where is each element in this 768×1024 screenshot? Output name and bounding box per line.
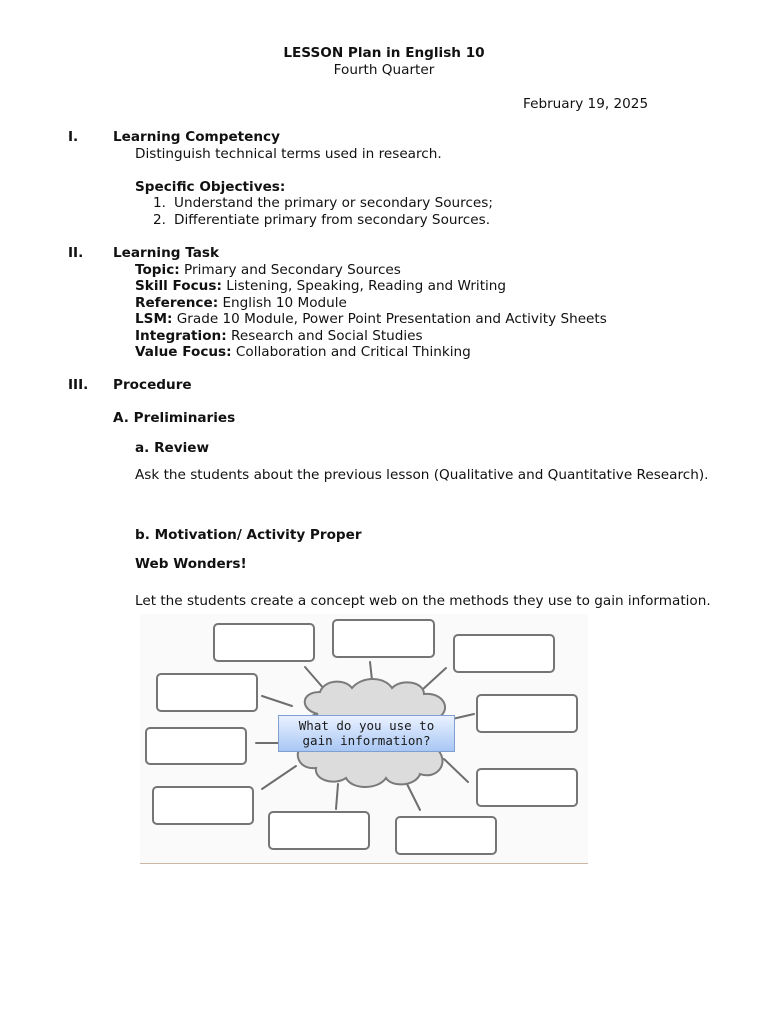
document-title: LESSON Plan in English 10: [283, 45, 485, 61]
objective-number: 2.: [153, 212, 166, 228]
concept-web-center-label: [278, 715, 455, 752]
learning-task-value: Grade 10 Module, Power Point Presentation and Activity Sheets: [176, 311, 607, 327]
empty-answer-box: [477, 695, 577, 732]
learning-task-row: [135, 330, 423, 344]
learning-task-label: Skill Focus:: [135, 278, 222, 294]
empty-answer-box: [157, 674, 257, 711]
connector-line: [262, 696, 292, 706]
empty-answer-box: [153, 787, 253, 824]
learning-task-row: [135, 297, 347, 311]
activity-text: Let the students create a concept web on the methods they use to gain information.: [135, 593, 711, 609]
center-label-line: What do you use to: [298, 718, 435, 733]
connector-line: [262, 766, 296, 789]
section-1-numeral: I.: [68, 129, 79, 145]
empty-answer-box: [146, 728, 246, 764]
learning-task-value: Listening, Speaking, Reading and Writing: [226, 278, 507, 294]
learning-task-label: Topic:: [135, 262, 180, 278]
motivation-heading: b. Motivation/ Activity Proper: [135, 527, 362, 543]
learning-task-label: Integration:: [135, 328, 227, 344]
learning-task-label: Reference:: [135, 295, 219, 311]
empty-answer-box: [269, 812, 369, 849]
connector-line: [336, 784, 338, 809]
empty-answer-box: [454, 635, 554, 672]
review-text: Ask the students about the previous lesson (Qualitative and Quantitative Research).: [135, 467, 709, 483]
document-subtitle: Fourth Quarter: [333, 62, 435, 78]
section-3-numeral: III.: [68, 377, 89, 393]
learning-task-value: Research and Social Studies: [231, 328, 423, 344]
review-heading: a. Review: [135, 440, 210, 456]
section-3-heading: Procedure: [113, 377, 192, 393]
empty-answer-box: [333, 620, 434, 657]
connector-line: [422, 668, 446, 690]
learning-task-row: [135, 346, 471, 360]
objective-item: Understand the primary or secondary Sources;: [174, 195, 493, 211]
section-2-numeral: II.: [68, 245, 84, 261]
objective-number: 1.: [153, 195, 166, 211]
learning-task-row: [135, 264, 401, 278]
empty-answer-box: [214, 624, 314, 661]
document-date: February 19, 2025: [523, 96, 649, 112]
learning-task-value: Primary and Secondary Sources: [184, 262, 401, 278]
activity-title: Web Wonders!: [135, 556, 247, 572]
learning-task-row: [135, 280, 506, 294]
learning-task-value: Collaboration and Critical Thinking: [235, 344, 471, 360]
section-1-heading: Learning Competency: [113, 129, 280, 145]
competency-text: Distinguish technical terms used in research.: [135, 146, 442, 162]
connector-line: [444, 759, 468, 782]
objective-item: Differentiate primary from secondary Sources.: [174, 212, 491, 228]
learning-task-row: [135, 313, 607, 327]
empty-answer-box: [396, 817, 496, 854]
learning-task-label: LSM:: [135, 311, 173, 327]
learning-task-value: English 10 Module: [222, 295, 347, 311]
center-label-line: gain information?: [302, 733, 431, 748]
learning-task-label: Value Focus:: [135, 344, 232, 360]
section-2-heading: Learning Task: [113, 245, 220, 261]
part-a-heading: A. Preliminaries: [113, 410, 236, 426]
empty-answer-box: [477, 769, 577, 806]
connector-line: [406, 782, 420, 810]
objectives-heading: Specific Objectives:: [135, 179, 286, 195]
concept-web-figure: [140, 614, 588, 864]
connector-line: [370, 662, 372, 680]
